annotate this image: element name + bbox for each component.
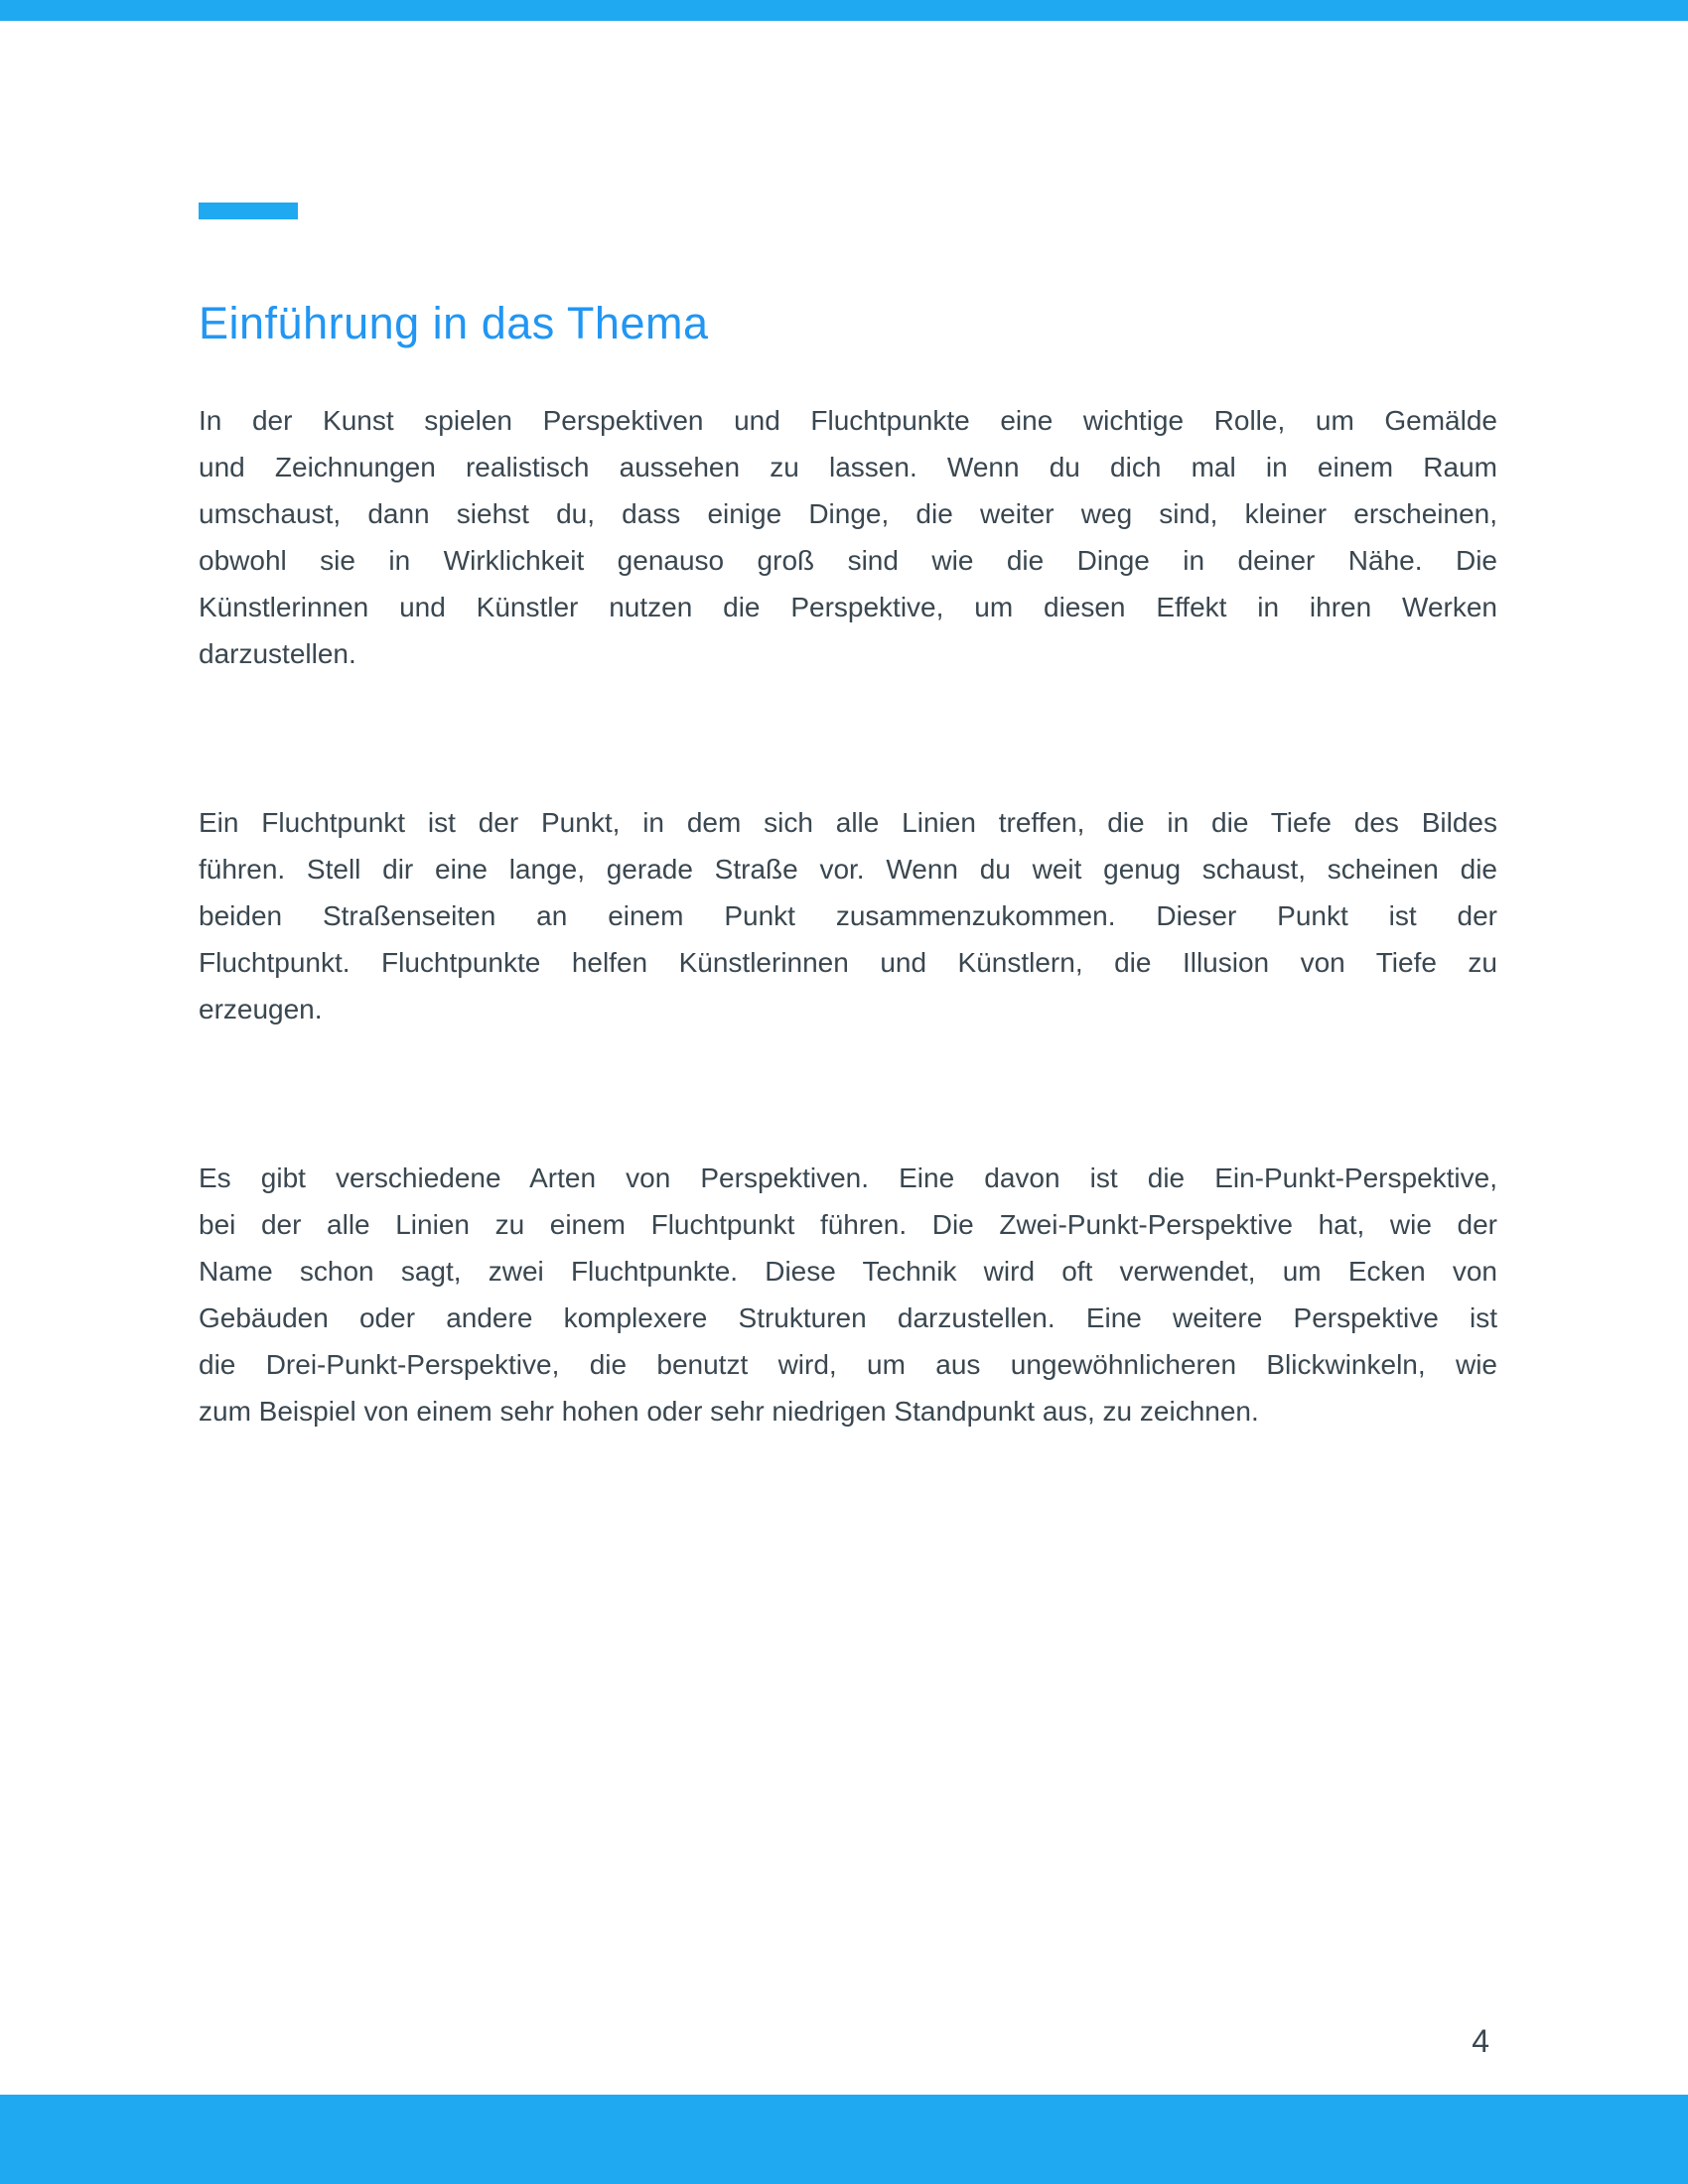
text-line: zum Beispiel von einem sehr hohen oder sehr niedrigen Standpunkt aus, zu zeichnen.	[199, 1396, 1259, 1427]
text-line: führen. Stell dir eine lange, gerade Straße vor. Wenn du weit genug schaust, scheinen die	[199, 854, 1497, 885]
text-line: In der Kunst spielen Perspektiven und Fluchtpunkte eine wichtige Rolle, um Gemälde	[199, 405, 1497, 436]
text-line: die Drei-Punkt-Perspektive, die benutzt wird, um aus ungewöhnlicheren Blickwinkeln, wie	[199, 1349, 1497, 1380]
text-line: Ein Fluchtpunkt ist der Punkt, in dem sich alle Linien treffen, die in die Tiefe des Bildes	[199, 807, 1497, 838]
text-line: umschaust, dann siehst du, dass einige Dinge, die weiter weg sind, kleiner erscheinen,	[199, 498, 1497, 529]
text-line: erzeugen.	[199, 994, 323, 1024]
heading-accent-dash	[199, 203, 298, 219]
text-line: und Zeichnungen realistisch aussehen zu lassen. Wenn du dich mal in einem Raum	[199, 452, 1497, 482]
text-line: obwohl sie in Wirklichkeit genauso groß sind wie die Dinge in deiner Nähe. Die	[199, 545, 1497, 576]
page-title: Einführung in das Thema	[199, 298, 709, 348]
top-accent-band	[0, 0, 1688, 21]
text-line: Künstlerinnen und Künstler nutzen die Perspektive, um diesen Effekt in ihren Werken	[199, 592, 1497, 622]
text-line: Name schon sagt, zwei Fluchtpunkte. Diese Technik wird oft verwendet, um Ecken von	[199, 1256, 1497, 1287]
paragraph-fluchtpunkt	[199, 799, 1497, 1032]
text-line: darzustellen.	[199, 638, 356, 669]
page-number: 4	[1472, 2023, 1489, 2059]
text-line: Es gibt verschiedene Arten von Perspektiven. Eine davon ist die Ein-Punkt-Perspektive,	[199, 1162, 1497, 1193]
text-line: Gebäuden oder andere komplexere Strukturen darzustellen. Eine weitere Perspektive ist	[199, 1302, 1497, 1333]
paragraph-intro	[199, 397, 1497, 677]
text-line: beiden Straßenseiten an einem Punkt zusammenzukommen. Dieser Punkt ist der	[199, 900, 1497, 931]
bottom-accent-band	[0, 2095, 1688, 2184]
text-line: bei der alle Linien zu einem Fluchtpunkt führen. Die Zwei-Punkt-Perspektive hat, wie der	[199, 1209, 1497, 1240]
paragraph-perspektiven-arten	[199, 1155, 1497, 1434]
document-body	[199, 397, 1497, 1434]
text-line: Fluchtpunkt. Fluchtpunkte helfen Künstlerinnen und Künstlern, die Illusion von Tiefe zu	[199, 947, 1497, 978]
